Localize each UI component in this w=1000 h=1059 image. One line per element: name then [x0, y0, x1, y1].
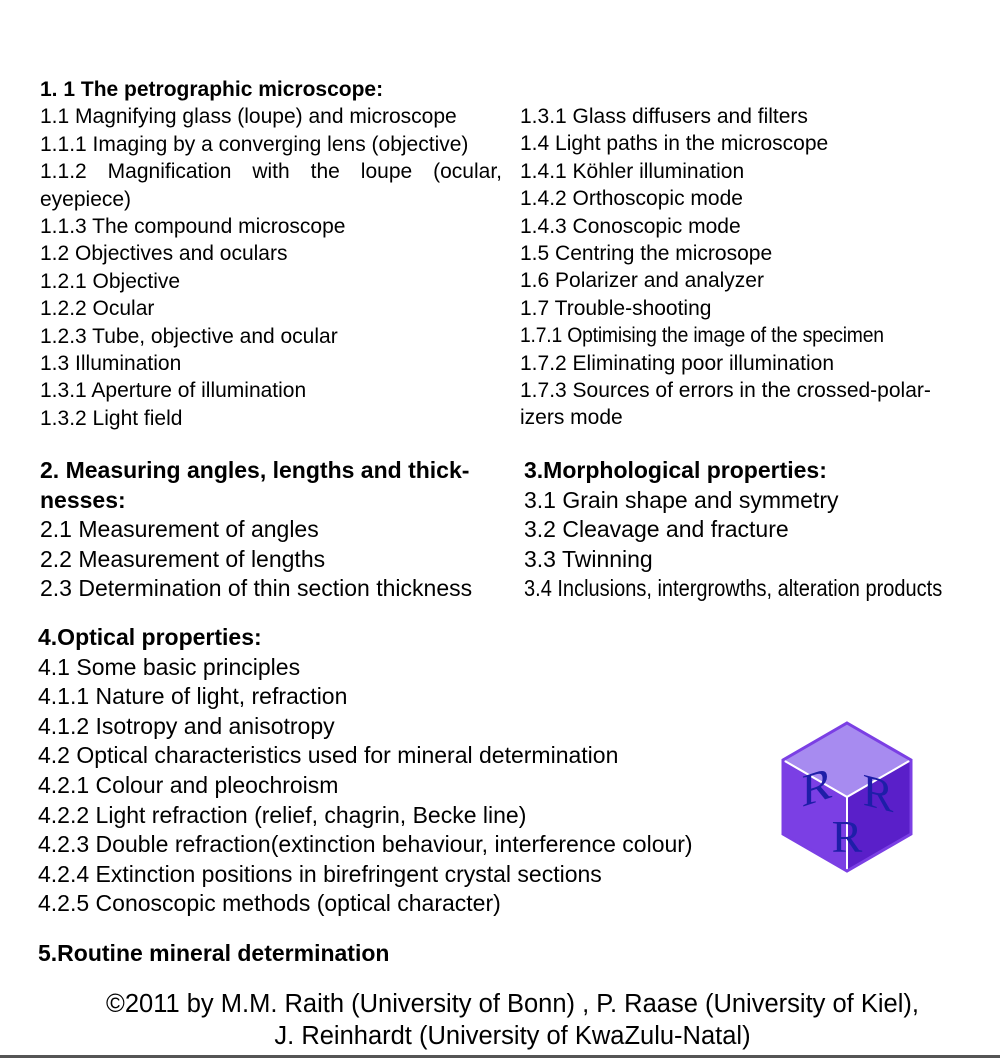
- toc-entry: 3.3 Twinning: [524, 545, 653, 572]
- logo-letter-left: R: [801, 757, 833, 818]
- rrr-cube-logo: [780, 720, 914, 874]
- bottom-divider: [0, 1055, 1000, 1058]
- section-5-title: 5.Routine mineral determination: [38, 940, 390, 966]
- toc-entry: 1.1.3 The compound microscope: [40, 215, 346, 239]
- section-5: [38, 939, 389, 968]
- toc-entry: izers mode: [520, 406, 623, 430]
- toc-entry: 4.2 Optical characteristics used for mineral determination: [38, 742, 619, 769]
- toc-entry: 1.6 Polarizer and analyzer: [520, 269, 764, 293]
- toc-entry: 2.2 Measurement of lengths: [40, 545, 326, 572]
- toc-entry: 1.7.3 Sources of errors in the crossed-polar-: [520, 379, 931, 403]
- toc-entry: 3.4 Inclusions, intergrowths, alteration products: [524, 575, 943, 602]
- copyright-line-2: J. Reinhardt (University of KwaZulu-Natal): [274, 1022, 751, 1050]
- toc-entry: 4.2.1 Colour and pleochroism: [38, 771, 339, 798]
- toc-entry: 4.1.1 Nature of light, refraction: [38, 683, 348, 710]
- toc-entry: 1.7 Trouble-shooting: [520, 296, 712, 320]
- toc-entry: 1.1.1 Imaging by a converging lens (objective): [40, 132, 469, 156]
- toc-entry: 1.3.2 Light field: [40, 406, 183, 430]
- section-4: [38, 623, 693, 919]
- toc-entry: 1.1.2 Magnification with the loupe (ocular,: [40, 160, 502, 184]
- toc-entry: 3.2 Cleavage and fracture: [524, 516, 789, 543]
- section-2: [40, 456, 472, 604]
- section-2-title: 2. Measuring angles, lengths and thick-: [40, 457, 470, 483]
- logo-letter-bottom: R: [831, 811, 863, 862]
- toc-entry: 1.3.1 Glass diffusers and filters: [520, 105, 808, 128]
- toc-entry: 1.3 Illumination: [40, 352, 182, 376]
- toc-entry: 1.7.2 Eliminating poor illumination: [520, 351, 835, 375]
- toc-entry: 2.3 Determination of thin section thickness: [40, 575, 473, 602]
- section-1-title: 1. 1 The petrographic microscope:: [40, 78, 384, 101]
- toc-entry: 1.2.1 Objective: [40, 269, 181, 293]
- toc-entry: 1.5 Centring the microsope: [520, 242, 773, 266]
- toc-entry: 1.4.2 Orthoscopic mode: [520, 187, 743, 211]
- copyright-line-1: ©2011 by M.M. Raith (University of Bonn) , P. Raase (University of Kiel),: [106, 990, 919, 1018]
- toc-entry: 1.1 Magnifying glass (loupe) and microscope: [40, 105, 457, 129]
- section-4-title: 4.Optical properties:: [38, 624, 262, 650]
- toc-entry: 3.1 Grain shape and symmetry: [524, 486, 839, 513]
- toc-entry: 1.7.1 Optimising the image of the specimen: [520, 324, 884, 348]
- toc-entry: 4.1 Some basic principles: [38, 653, 301, 680]
- toc-entry: 2.1 Measurement of angles: [40, 516, 319, 543]
- toc-entry: 4.2.5 Conoscopic methods (optical character): [38, 890, 501, 917]
- toc-entry: 1.3.1 Aperture of illumination: [40, 379, 307, 403]
- toc-entry: 1.4.1 Köhler illumination: [520, 159, 745, 183]
- section-1-right-column: [520, 103, 990, 432]
- toc-entry: 4.2.4 Extinction positions in birefringent crystal sections: [38, 860, 602, 887]
- section-3-title: 3.Morphological properties:: [524, 457, 827, 483]
- toc-entry: 4.1.2 Isotropy and anisotropy: [38, 712, 335, 739]
- toc-entry: 1.2.3 Tube, objective and ocular: [40, 324, 338, 348]
- section-2-title-continued: nesses:: [40, 486, 126, 513]
- toc-entry: eyepiece): [40, 187, 132, 211]
- section-1-left-column: [40, 76, 502, 432]
- toc-entry: 1.2.2 Ocular: [40, 297, 155, 321]
- toc-entry: 1.2 Objectives and oculars: [40, 242, 288, 266]
- toc-entry: 1.4.3 Conoscopic mode: [520, 214, 741, 238]
- toc-entry: 4.2.3 Double refraction(extinction behaviour, interference colour): [38, 831, 693, 858]
- section-3: [524, 456, 1000, 604]
- toc-entry: 1.4 Light paths in the microscope: [520, 132, 829, 156]
- logo-letter-right: R: [862, 764, 894, 824]
- copyright-footer: [0, 988, 1000, 1052]
- toc-entry: 4.2.2 Light refraction (relief, chagrin, Becke line): [38, 801, 527, 828]
